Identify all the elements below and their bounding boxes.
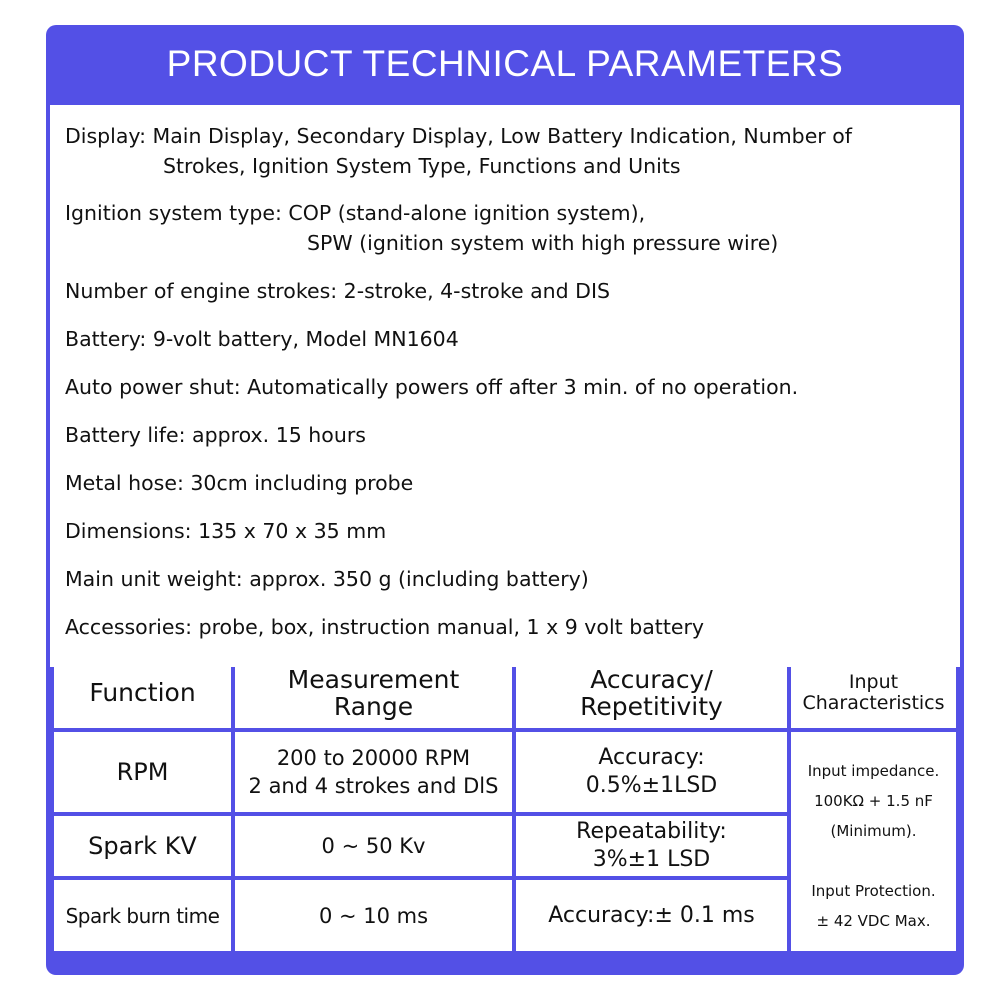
cell-line: 100KΩ + 1.5 nF [814,792,933,810]
param-battery [65,324,459,354]
cell-accuracy-spark-burn-time: Accuracy:± 0.1 ms [516,880,787,951]
param-value: 2-stroke, 4-stroke and DIS [337,279,611,303]
header-line: Measurement [287,664,460,694]
cell-line: 200 to 20000 RPM [276,746,471,770]
param-value: COP (stand-alone ignition system), [281,201,646,225]
header-line: Input [848,670,899,693]
header-function: Function [54,657,231,728]
header-line: Repetitivity [580,691,723,721]
spec-table [54,657,956,951]
param-label: Number of engine strokes: [65,279,338,303]
param-battery-life [65,420,366,450]
param-value: 135 x 70 x 35 mm [191,519,387,543]
param-label: Metal hose: [65,471,184,495]
param-value: approx. 15 hours [185,423,366,447]
cell-accuracy-spark-kv [516,816,787,876]
cell-accuracy-rpm [516,732,787,812]
param-metal-hose [65,468,413,498]
param-value: Main Display, Secondary Display, Low Battery Indication, Number of [145,124,853,148]
param-value: probe, box, instruction manual, 1 x 9 volt battery [192,615,705,639]
cell-line: Repeatability: [576,819,727,844]
param-accessories [65,612,704,642]
cell-line: ± 42 VDC Max. [816,912,931,930]
spec-sheet-frame [46,25,964,975]
cell-range-spark-kv: 0 ~ 50 Kv [235,816,512,876]
param-label: Dimensions: [65,519,192,543]
header-line: Accuracy/ [590,664,713,694]
cell-range-spark-burn-time: 0 ~ 10 ms [235,880,512,951]
param-value: approx. 350 g (including battery) [242,567,589,591]
param-engine-strokes [65,276,610,306]
cell-function-spark-kv: Spark KV [54,816,231,876]
cell-input-characteristics [791,732,956,951]
cell-line: Input Protection. [811,882,936,900]
param-ignition-continued: SPW (ignition system with high pressure wire) [307,231,779,255]
param-label: Battery life: [65,423,186,447]
param-label: Auto power shut: [65,375,241,399]
param-main-unit-weight [65,564,589,594]
cell-range-rpm [235,732,512,812]
header-accuracy [516,657,787,728]
param-display [65,121,852,151]
param-ignition-system-type [65,198,645,228]
cell-line: (Minimum). [830,822,917,840]
param-value: 30cm including probe [183,471,414,495]
cell-line: Input impedance. [807,762,940,780]
param-display-continued: Strokes, Ignition System Type, Functions and Units [163,154,681,178]
header-input-characteristics [791,657,956,728]
param-label: Main unit weight: [65,567,243,591]
cell-line: 2 and 4 strokes and DlS [248,774,499,798]
cell-line: 3%±1 LSD [592,847,711,872]
cell-function-rpm: RPM [54,732,231,812]
cell-line: Accuracy: [598,745,705,770]
param-label: Accessories: [65,615,193,639]
param-dimensions [65,516,386,546]
parameters-panel [50,105,960,667]
param-value: 9-volt battery, Model MN1604 [146,327,459,351]
header-measurement-range [235,657,512,728]
cell-line: 0.5%±1LSD [585,773,718,798]
page-title: PRODUCT TECHNICAL PARAMETERS [166,43,844,84]
param-label: Display: [65,124,146,148]
param-auto-power-shut [65,372,798,402]
param-label: Battery: [65,327,147,351]
param-label: Ignition system type: [65,201,282,225]
param-value: Automatically powers off after 3 min. of no operation. [240,375,799,399]
header-line: Range [333,691,414,721]
header-line: Characteristics [802,691,945,714]
cell-function-spark-burn-time: Spark burn time [54,880,231,951]
